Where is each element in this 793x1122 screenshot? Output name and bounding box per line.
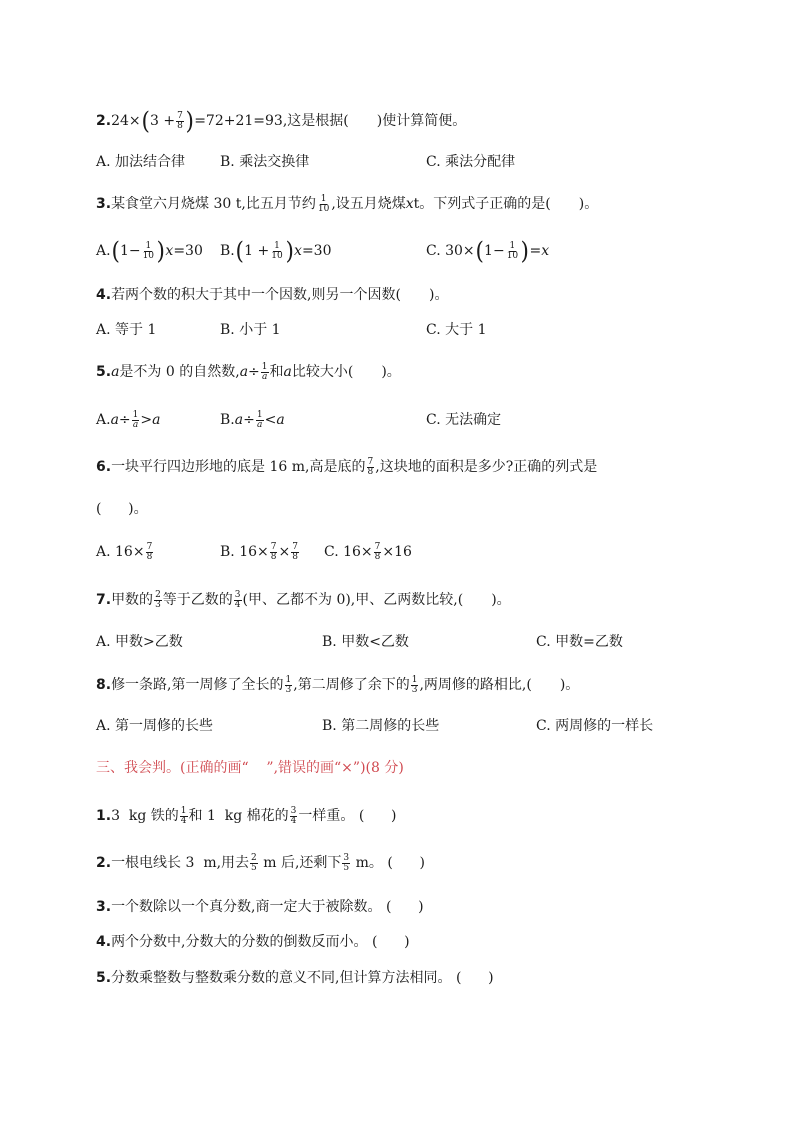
- question-number: 6.: [96, 459, 112, 475]
- variable: x: [294, 243, 302, 259]
- variable: a: [239, 364, 249, 380]
- question-6: [96, 457, 597, 477]
- question-number: 1.: [96, 808, 112, 824]
- variable: a: [234, 412, 244, 428]
- option-b[interactable]: B. 第二周修的长些: [322, 718, 440, 734]
- right-paren: ): [285, 237, 294, 265]
- question-number: 7.: [96, 592, 112, 608]
- question-text: 比较大小(: [291, 364, 354, 380]
- question-number: 4.: [96, 934, 112, 950]
- option-c[interactable]: C. 乘法分配律: [426, 154, 516, 170]
- question-8: [96, 675, 579, 695]
- option-label: B. 16×: [220, 544, 269, 560]
- fraction: $\frac{7}{8}$: [367, 456, 374, 477]
- fraction: $\frac{1}{a}$: [261, 361, 268, 382]
- expr-text: =30: [301, 243, 332, 259]
- expr-text: 24×: [111, 113, 141, 129]
- operator: ÷: [243, 412, 255, 428]
- fraction: $\frac{3}{4}$: [234, 589, 241, 610]
- fraction: $\frac{7}{8}$: [270, 541, 277, 562]
- fraction: $\frac{1}{4}$: [180, 805, 187, 826]
- fraction: $\frac{1}{10}$: [142, 240, 155, 261]
- option-label: B.: [220, 243, 235, 259]
- question-text: =72+21=93,这是根据(: [194, 113, 349, 129]
- option-label: A.: [96, 243, 111, 259]
- variable: x: [165, 243, 174, 259]
- expr-text: =30: [173, 243, 203, 259]
- option-b[interactable]: B. 乘法交换律: [220, 154, 310, 170]
- fraction: $\frac{2}{5}$: [251, 852, 257, 873]
- option-b[interactable]: B. 甲数<乙数: [322, 634, 409, 650]
- fraction: $\frac{2}{3}$: [155, 589, 161, 610]
- answer-blank-line[interactable]: [96, 499, 148, 519]
- option-c[interactable]: C. 无法确定: [426, 412, 502, 428]
- fraction: $\frac{1}{3}$: [411, 674, 418, 695]
- question-number: 4.: [96, 287, 112, 303]
- question-5: [96, 362, 401, 382]
- answer-blank[interactable]: ( )。: [96, 501, 148, 517]
- question-text: 等于乙数的: [162, 592, 233, 608]
- left-paren: (: [475, 237, 484, 265]
- question-text: )。: [381, 364, 401, 380]
- variable: a: [276, 412, 285, 428]
- fraction: $\frac{1}{10}$: [271, 240, 283, 261]
- fraction: $\frac{7}{8}$: [146, 541, 153, 562]
- option-b[interactable]: [220, 410, 285, 430]
- answer-blank[interactable]: 一样重。 ( ): [298, 808, 397, 824]
- question-3: [96, 194, 598, 214]
- operator: ×: [278, 544, 291, 560]
- option-label: A. 16×: [96, 544, 145, 560]
- relation: <: [264, 412, 277, 428]
- judge-item-3: [96, 897, 424, 917]
- operator: ÷: [248, 364, 260, 380]
- question-number: 2.: [96, 113, 112, 129]
- fraction: $\frac{7}{8}$: [374, 541, 381, 562]
- question-text: )使计算简便。: [376, 113, 467, 129]
- option-c[interactable]: [426, 237, 550, 265]
- question-text: 和 1 kg 棉花的: [188, 808, 289, 824]
- question-text: )。: [428, 287, 449, 303]
- question-text: )。: [578, 196, 599, 212]
- right-paren: ): [185, 107, 194, 135]
- judge-item-2: [96, 853, 425, 873]
- fraction: $\frac{3}{4}$: [290, 805, 297, 826]
- expr-text: 3 +: [149, 113, 176, 129]
- operator: ÷: [118, 412, 131, 428]
- question-text[interactable]: 两个分数中,分数大的分数的倒数反而小。 ( ): [111, 934, 410, 950]
- question-text: 甲数的: [111, 592, 154, 608]
- question-text: t。下列式子正确的是(: [413, 196, 551, 212]
- option-a[interactable]: [96, 410, 160, 430]
- question-number: 8.: [96, 677, 112, 693]
- question-text: 某食堂六月烧煤 30 t,比五月节约: [111, 196, 316, 212]
- fraction: $\frac{1}{a}$: [132, 409, 139, 430]
- question-text: 是不为 0 的自然数,: [119, 364, 240, 380]
- option-a[interactable]: [96, 542, 154, 562]
- question-7: [96, 590, 511, 610]
- option-label: A.: [96, 412, 111, 428]
- expr-text: =: [529, 243, 542, 259]
- right-paren: ): [520, 237, 530, 265]
- judge-item-4: [96, 932, 410, 952]
- question-text: 一块平行四边形地的底是 16 m,高是底的: [111, 459, 366, 475]
- question-text: 修一条路,第一周修了全长的: [111, 677, 284, 693]
- fraction: $\frac{7}{8}$: [177, 110, 183, 131]
- question-text: ,设五月烧煤: [331, 196, 406, 212]
- option-a[interactable]: A. 第一周修的长些: [96, 718, 214, 734]
- option-c[interactable]: C. 大于 1: [426, 322, 487, 338]
- question-text: 若两个数的积大于其中一个因数,则另一个因数(: [111, 287, 401, 303]
- option-b[interactable]: B. 小于 1: [220, 322, 281, 338]
- variable: a: [111, 364, 120, 380]
- option-b[interactable]: [220, 542, 300, 562]
- left-paren: (: [235, 237, 244, 265]
- judge-item-5: [96, 968, 494, 988]
- question-text: ,这块地的面积是多少?正确的列式是: [375, 459, 598, 475]
- option-b[interactable]: [220, 237, 332, 265]
- fraction: $\frac{7}{8}$: [292, 541, 298, 562]
- question-text: (甲、乙都不为 0),甲、乙两数比较,(: [242, 592, 464, 608]
- question-number: 3.: [96, 899, 112, 915]
- question-number: 5.: [96, 364, 112, 380]
- variable: a: [110, 412, 119, 428]
- question-number: 5.: [96, 970, 112, 986]
- expr-text: 1−: [119, 243, 141, 259]
- left-paren: (: [111, 237, 120, 265]
- question-text[interactable]: 分数乘整数与整数乘分数的意义不同,但计算方法相同。 ( ): [111, 970, 494, 986]
- option-a[interactable]: A. 等于 1: [96, 322, 157, 338]
- option-c[interactable]: C. 甲数=乙数: [536, 634, 623, 650]
- section-3-heading: 三、我会判。(正确的画“ ”,错误的画“×”)(8 分): [96, 760, 404, 776]
- question-text: m 后,还剩下: [258, 855, 342, 871]
- expr-text: ×16: [382, 544, 412, 560]
- expr-text: 1 +: [244, 243, 270, 259]
- question-2: [96, 107, 467, 135]
- option-a[interactable]: [96, 237, 203, 265]
- question-text: 和: [269, 364, 284, 380]
- answer-blank[interactable]: m。 ( ): [351, 855, 425, 871]
- fraction: $\frac{1}{10}$: [317, 193, 330, 214]
- question-number: 2.: [96, 855, 112, 871]
- right-paren: ): [156, 237, 165, 265]
- option-c[interactable]: C. 两周修的一样长: [536, 718, 654, 734]
- option-label: C. 30×: [426, 243, 475, 259]
- expr-text: 1−: [484, 243, 505, 259]
- fraction: $\frac{1}{3}$: [285, 674, 292, 695]
- variable: a: [283, 364, 292, 380]
- variable: x: [541, 243, 550, 259]
- left-paren: (: [141, 107, 150, 135]
- variable: x: [405, 196, 414, 212]
- question-number: 3.: [96, 196, 112, 212]
- question-text: )。: [491, 592, 511, 608]
- fraction: $\frac{1}{10}$: [506, 240, 519, 261]
- fraction: $\frac{3}{5}$: [343, 852, 350, 873]
- judge-item-1: [96, 806, 396, 826]
- question-text: 一根电线长 3 m,用去: [111, 855, 250, 871]
- question-text: ,两周修的路相比,(: [419, 677, 532, 693]
- variable: a: [152, 412, 161, 428]
- fraction: $\frac{1}{a}$: [256, 409, 263, 430]
- option-label: B.: [220, 412, 235, 428]
- question-text[interactable]: 一个数除以一个真分数,商一定大于被除数。 ( ): [111, 899, 424, 915]
- question-text: 3 kg 铁的: [111, 808, 179, 824]
- question-text: ,第二周修了余下的: [293, 677, 410, 693]
- question-text: )。: [559, 677, 580, 693]
- option-a[interactable]: A. 加法结合律: [96, 154, 186, 170]
- question-4: [96, 285, 448, 305]
- relation: >: [140, 412, 153, 428]
- option-a[interactable]: A. 甲数>乙数: [96, 634, 183, 650]
- option-label: C. 16×: [324, 544, 373, 560]
- option-c[interactable]: [324, 542, 412, 562]
